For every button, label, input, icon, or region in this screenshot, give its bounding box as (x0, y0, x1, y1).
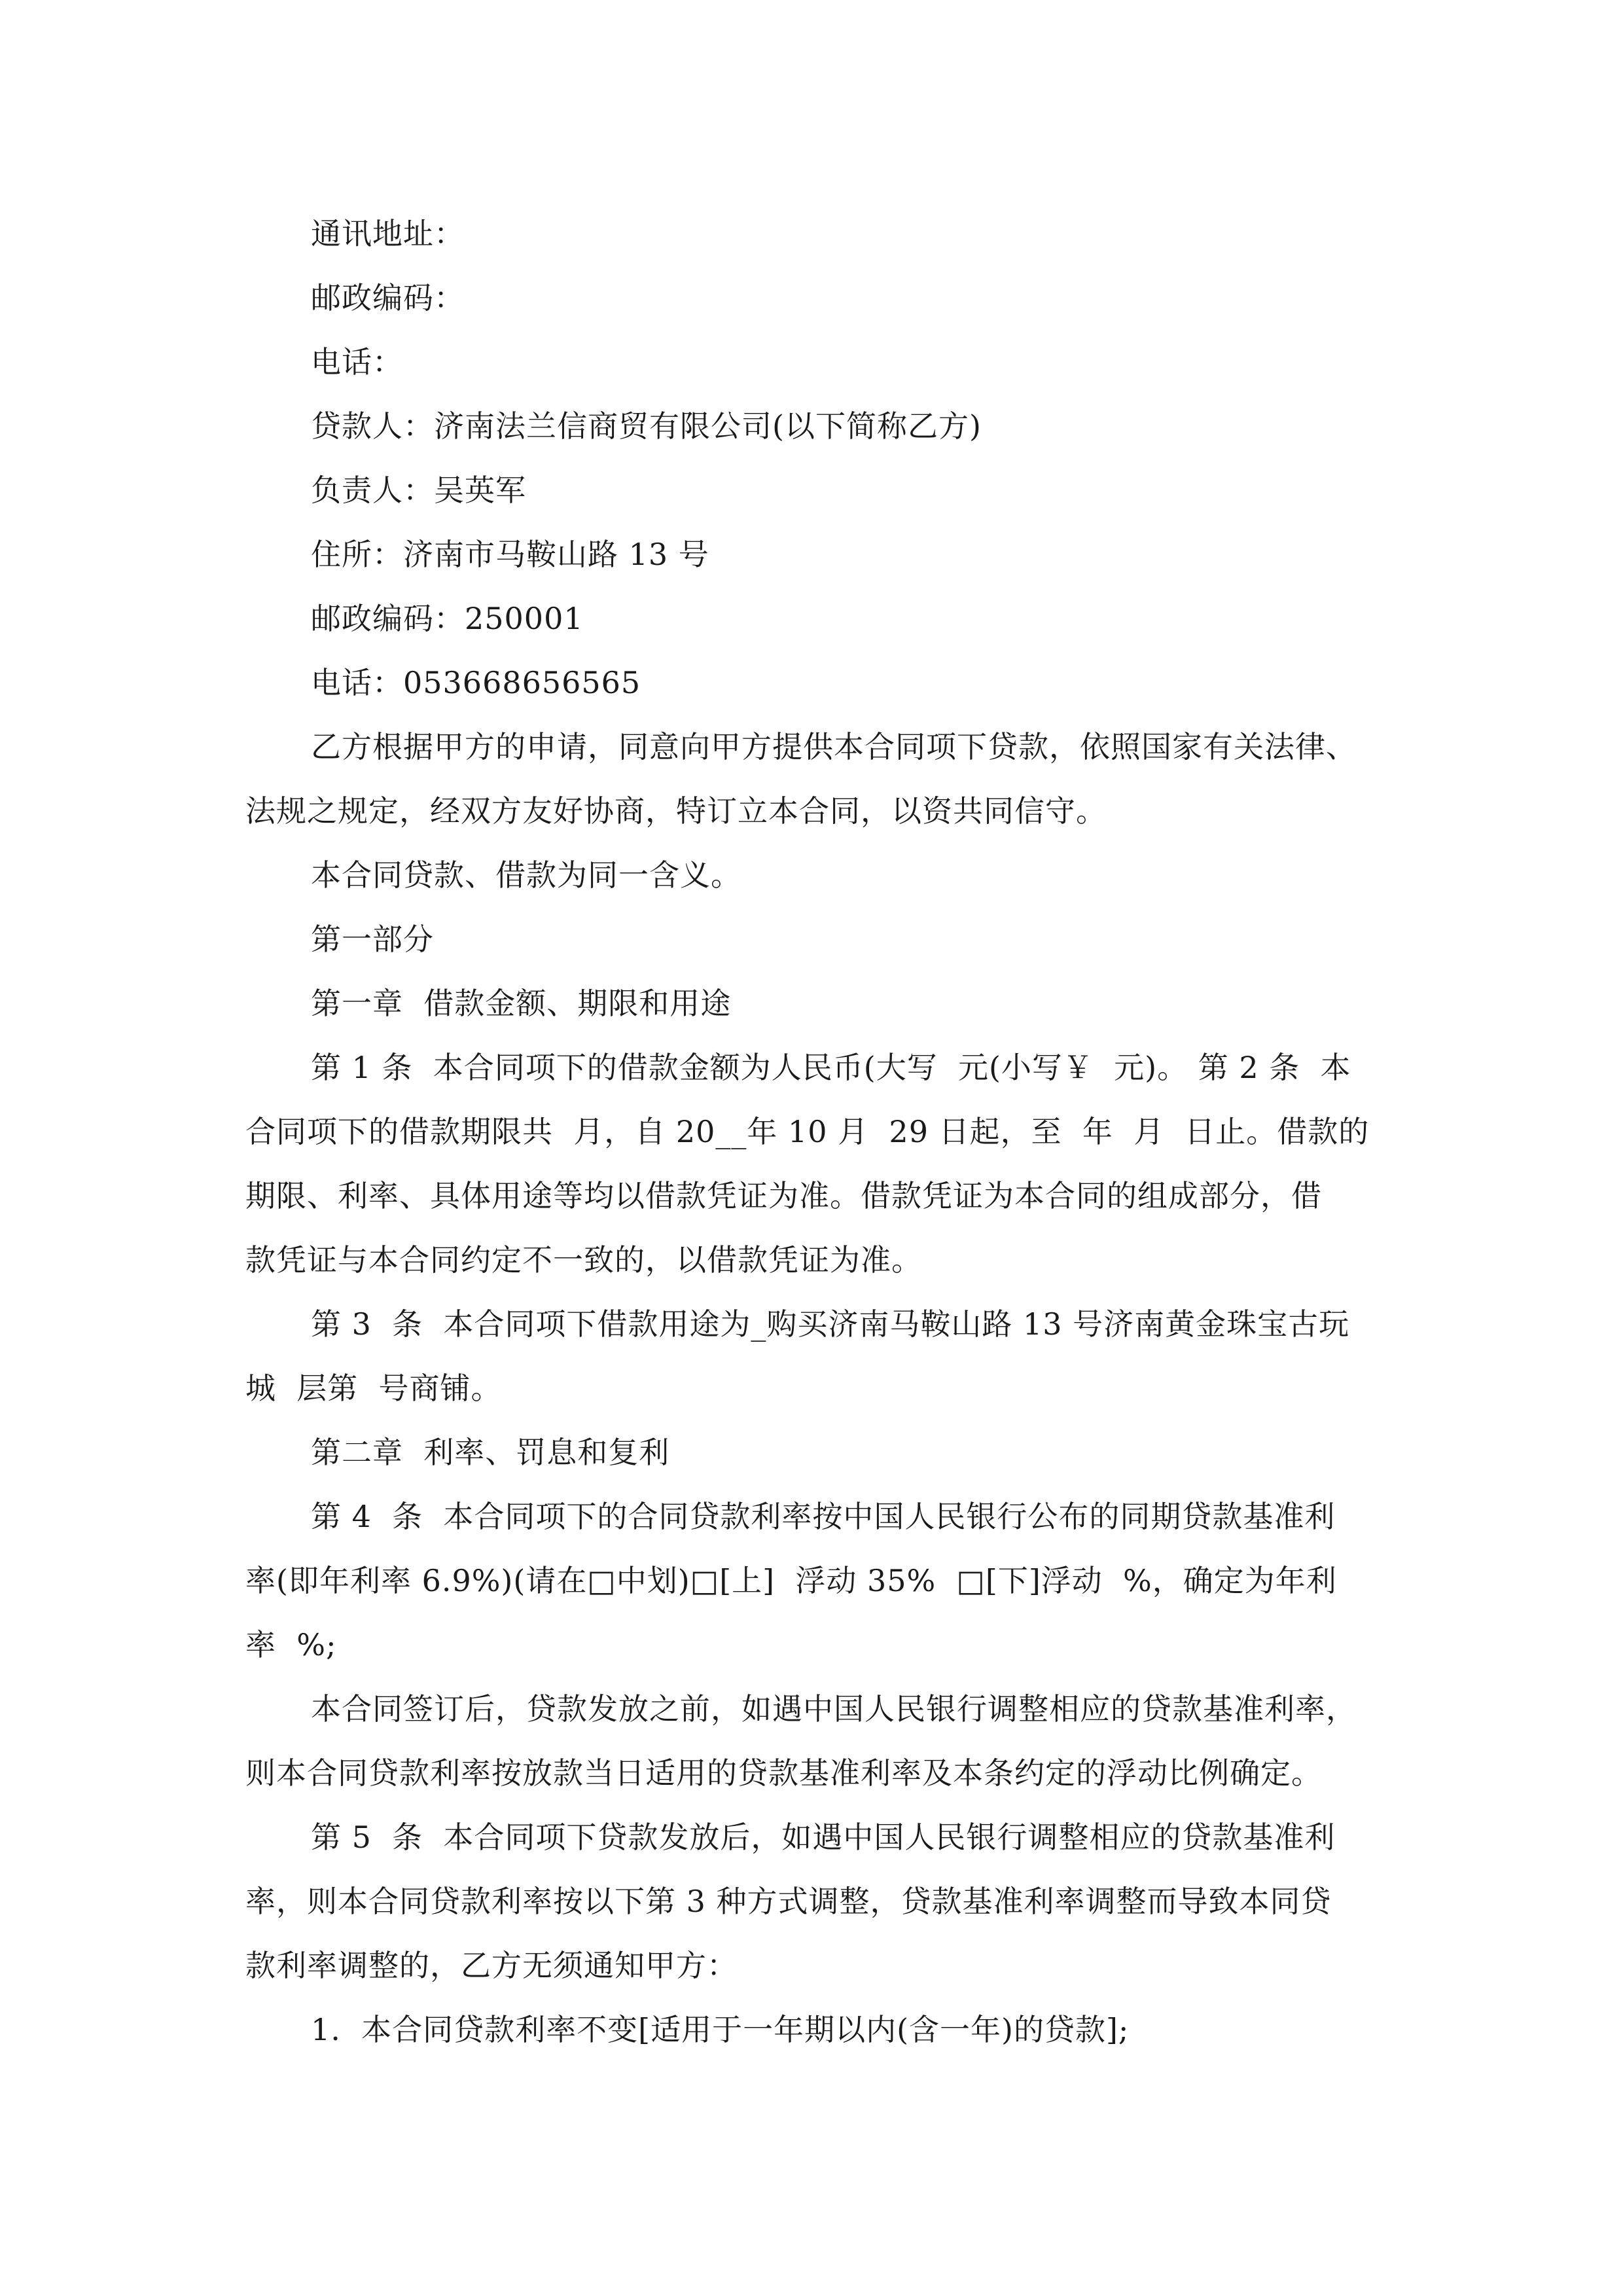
paragraph-line: 本合同签订后，贷款发放之前，如遇中国人民银行调整相应的贷款基准利率， (311, 1691, 1357, 1727)
article-line: 第 1 条 本合同项下的借款金额为人民币(大写 元(小写￥ 元)。 第 2 条 本 (311, 1050, 1351, 1085)
paragraph-line: 乙方根据甲方的申请，同意向甲方提供本合同项下贷款，依照国家有关法律、 (311, 729, 1357, 764)
lender-line: 贷款人：济南法兰信商贸有限公司(以下简称乙方) (311, 408, 982, 444)
article-line: 城 层第 号商铺。 (245, 1371, 502, 1406)
address-line: 通讯地址： (311, 216, 465, 251)
responsible-person-line: 负责人：吴英军 (311, 473, 526, 508)
phone-line: 电话： (311, 344, 403, 380)
postal-code-line: 邮政编码： (311, 280, 465, 315)
chapter-heading: 第二章 利率、罚息和复利 (311, 1435, 670, 1470)
article-line: 款凭证与本合同约定不一致的，以借款凭证为准。 (245, 1242, 922, 1278)
lender-phone-line: 电话：053668656565 (311, 665, 641, 700)
paragraph-line: 则本合同贷款利率按放款当日适用的贷款基准利率及本条约定的浮动比例确定。 (245, 1755, 1322, 1791)
list-item: 1. 本合同贷款利率不变[适用于一年期以内(含一年)的贷款]; (311, 2012, 1130, 2047)
article-line: 合同项下的借款期限共 月，自 20__年 10 月 29 日起，至 年 月 日止。借款的 (245, 1114, 1370, 1149)
article-line: 第 3 条 本合同项下借款用途为_购买济南马鞍山路 13 号济南黄金珠宝古玩 (311, 1306, 1350, 1342)
article-line: 第 5 条 本合同项下贷款发放后，如遇中国人民银行调整相应的贷款基准利 (311, 1820, 1336, 1855)
paragraph-line: 法规之规定，经双方友好协商，特订立本合同，以资共同信守。 (245, 793, 1107, 829)
document-body (245, 202, 1384, 2062)
article-line: 率，则本合同贷款利率按以下第 3 种方式调整，贷款基准利率调整而导致本同贷 (245, 1884, 1332, 1919)
article-line: 款利率调整的，乙方无须通知甲方： (245, 1948, 738, 1983)
article-line: 期限、利率、具体用途等均以借款凭证为准。借款凭证为本合同的组成部分，借 (245, 1178, 1322, 1213)
lender-postal-code-line: 邮政编码：250001 (311, 601, 584, 636)
article-line: 率 %; (245, 1627, 337, 1662)
article-line: 第 4 条 本合同项下的合同贷款利率按中国人民银行公布的同期贷款基准利 (311, 1499, 1336, 1534)
article-line: 率(即年利率 6.9%)(请在□中划)□[上] 浮动 35% □[下]浮动 %，确定为年利 (245, 1563, 1337, 1598)
paragraph-line: 本合同贷款、借款为同一含义。 (311, 857, 741, 893)
part-heading: 第一部分 (311, 922, 434, 957)
chapter-heading: 第一章 借款金额、期限和用途 (311, 986, 732, 1021)
residence-line: 住所：济南市马鞍山路 13 号 (311, 537, 709, 572)
